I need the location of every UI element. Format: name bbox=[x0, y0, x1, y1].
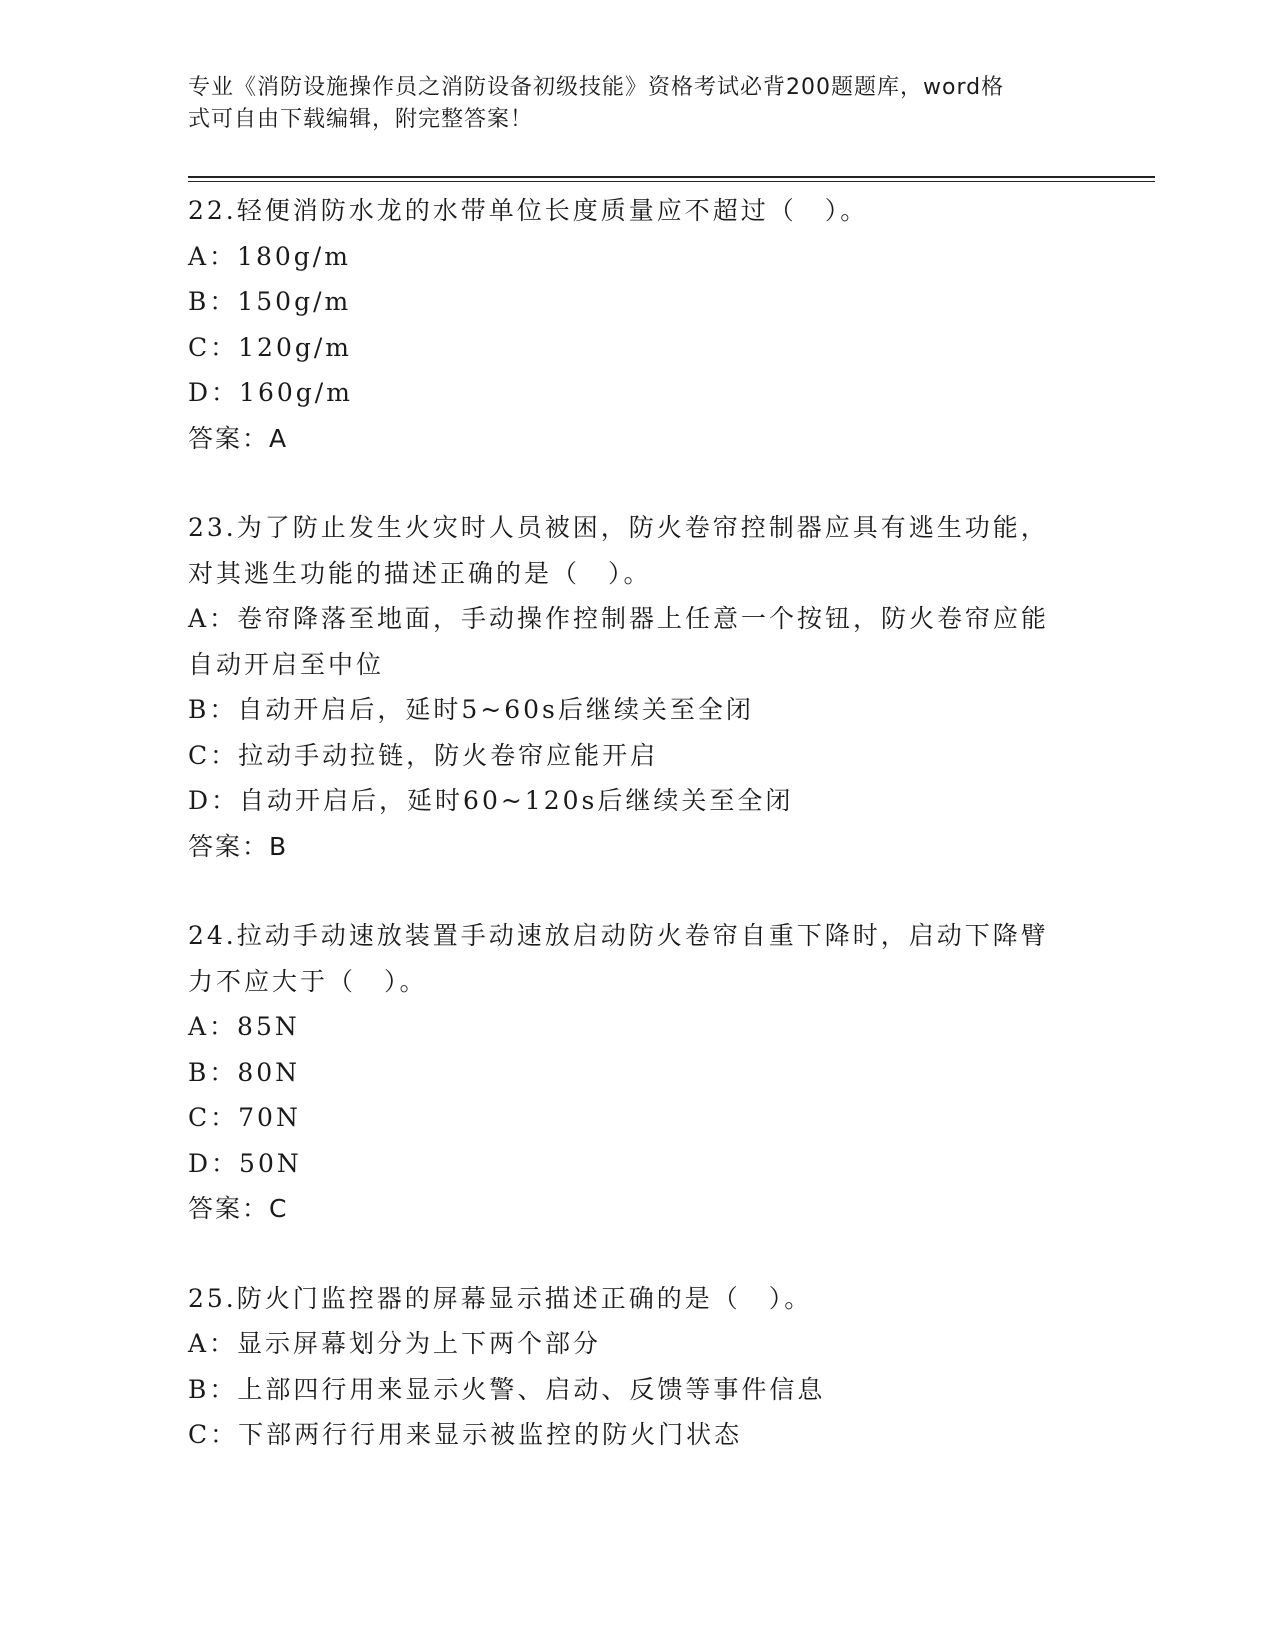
question-stem bbox=[188, 188, 1068, 234]
answer-option bbox=[188, 1050, 1088, 1096]
answer-option-line: A：卷帘降落至地面，手动操作控制器上任意一个按钮，防火卷帘应能 bbox=[188, 604, 1050, 633]
answer-option-line: C：下部两行行用来显示被监控的防火门状态 bbox=[188, 1420, 743, 1449]
question-stem bbox=[188, 505, 1068, 596]
question-stem-line: 24.拉动手动速放装置手动速放启动防火卷帘自重下降时，启动下降臂 bbox=[188, 921, 1049, 950]
question-list bbox=[188, 188, 1088, 1502]
answer-option bbox=[188, 1367, 1088, 1413]
answer-option bbox=[188, 234, 1088, 280]
answer-option-line: D：160g/m bbox=[188, 378, 353, 407]
answer-key: 答案：A bbox=[188, 423, 289, 453]
answer-option-line: B：80N bbox=[188, 1057, 301, 1087]
answer-option-line: D：50N bbox=[188, 1148, 302, 1178]
answer-option-line: A：85N bbox=[188, 1012, 300, 1041]
answer-option bbox=[188, 1321, 1088, 1367]
answer-option-line: A：180g/m bbox=[188, 241, 351, 271]
answer-key: 答案：B bbox=[188, 831, 289, 861]
answer-option bbox=[188, 1412, 1088, 1458]
answer-option-line: 自动开启至中位 bbox=[188, 649, 385, 679]
header-line-2: 式可自由下载编辑，附完整答案！ bbox=[188, 107, 534, 132]
answer-option bbox=[188, 1141, 1088, 1187]
question-stem-line: 22.轻便消防水龙的水带单位长度质量应不超过（ ）。 bbox=[188, 196, 869, 225]
question-stem-line: 力不应大于（ ）。 bbox=[188, 966, 428, 996]
question-block bbox=[188, 505, 1088, 869]
answer-option-line: C：120g/m bbox=[188, 332, 352, 362]
document-header bbox=[188, 72, 1068, 136]
answer-option-line: B：150g/m bbox=[188, 287, 352, 316]
answer-option-line: D：自动开启后，延时60~120s后继续关至全闭 bbox=[188, 786, 794, 815]
question-stem-line: 对其逃生功能的描述正确的是（ ）。 bbox=[188, 558, 652, 588]
question-block bbox=[188, 188, 1088, 461]
question-stem-line: 23.为了防止发生火灾时人员被困，防火卷帘控制器应具有逃生功能， bbox=[188, 513, 1049, 542]
question-stem bbox=[188, 913, 1068, 1004]
answer-option bbox=[188, 778, 1088, 824]
question-block bbox=[188, 913, 1088, 1232]
answer-option bbox=[188, 279, 1088, 325]
header-line-1: 专业《消防设施操作员之消防设备初级技能》资格考试必背200题题库，word格 bbox=[188, 75, 1005, 100]
answer-option-line: C：70N bbox=[188, 1103, 301, 1132]
answer-option bbox=[188, 1004, 1088, 1050]
question-stem-line: 25.防火门监控器的屏幕显示描述正确的是（ ）。 bbox=[188, 1283, 813, 1313]
answer-option-line: A：显示屏幕划分为上下两个部分 bbox=[188, 1329, 602, 1358]
answer-option bbox=[188, 733, 1088, 779]
answer-option-line: B：自动开启后，延时5~60s后继续关至全闭 bbox=[188, 695, 754, 724]
answer-option bbox=[188, 325, 1088, 371]
answer-option bbox=[188, 596, 1088, 687]
header-divider-thick bbox=[188, 176, 1155, 178]
answer-option bbox=[188, 1095, 1088, 1141]
question-block bbox=[188, 1276, 1088, 1458]
question-stem bbox=[188, 1276, 1068, 1322]
answer-key: 答案：C bbox=[188, 1194, 289, 1223]
answer-option bbox=[188, 687, 1088, 733]
answer-option bbox=[188, 370, 1088, 416]
answer-option-line: B：上部四行用来显示火警、启动、反馈等事件信息 bbox=[188, 1374, 826, 1404]
header-divider-thin bbox=[188, 181, 1155, 182]
answer-option-line: C：拉动手动拉链，防火卷帘应能开启 bbox=[188, 740, 659, 770]
